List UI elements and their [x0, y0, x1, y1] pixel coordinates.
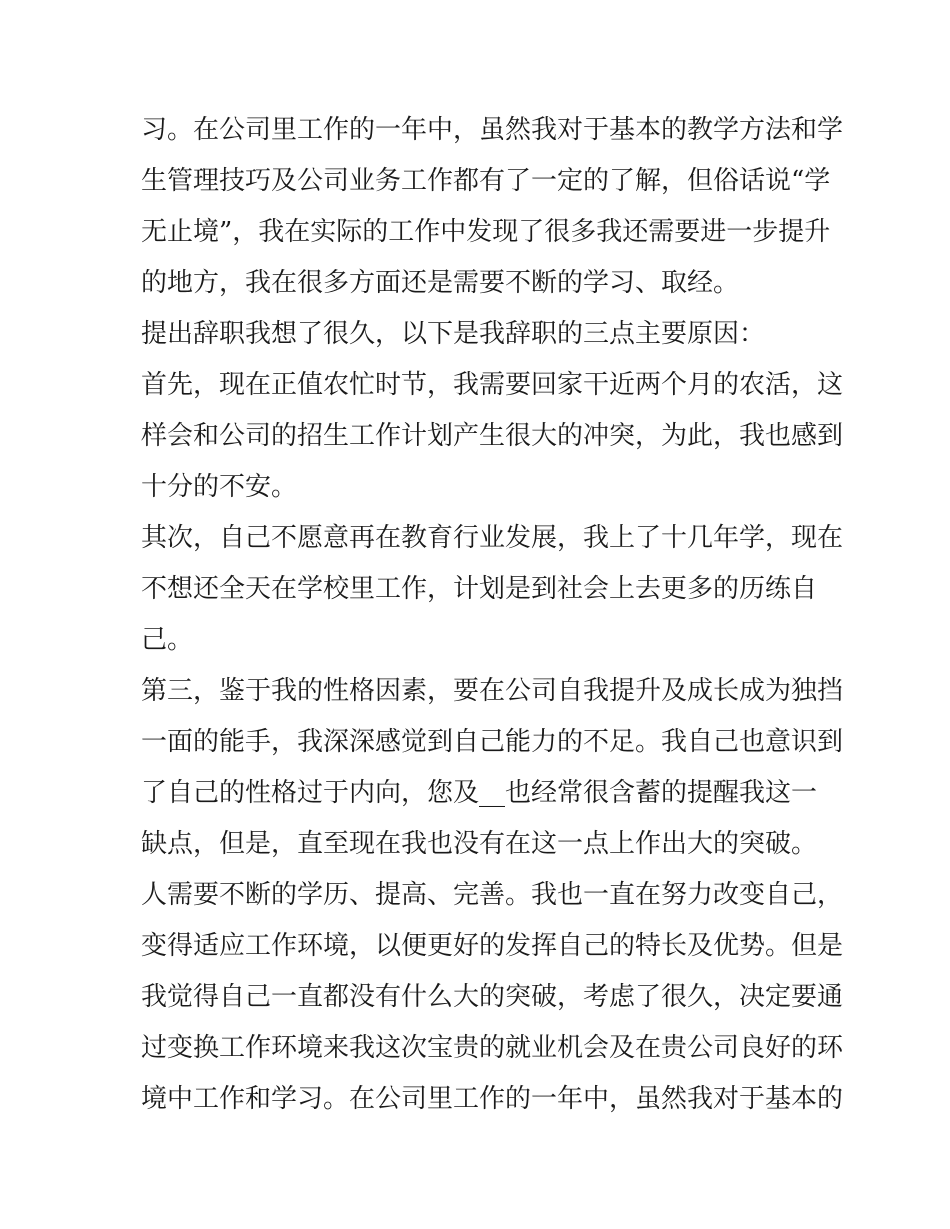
text-line: 无止境”，我在实际的工作中发现了很多我还需要进一步提升 — [141, 217, 831, 247]
text-line: 的地方，我在很多方面还是需要不断的学习、取经。 — [141, 268, 740, 298]
text-line: 我觉得自己一直都没有什么大的突破，考虑了很久，决定要通 — [141, 982, 844, 1012]
text-line: 己。 — [141, 625, 194, 655]
text-line: 不想还全天在学校里工作，计划是到社会上去更多的历练自 — [141, 574, 818, 604]
text-line: 变得适应工作环境，以便更好的发挥自己的特长及优势。但是 — [141, 931, 844, 961]
text-line: 习。在公司里工作的一年中，虽然我对于基本的教学方法和学 — [141, 115, 844, 145]
text-line: 样会和公司的招生工作计划产生很大的冲突，为此，我也感到 — [141, 421, 844, 451]
text-line: 生管理技巧及公司业务工作都有了一定的了解，但俗话说“学 — [141, 166, 831, 196]
text-line: 了自己的性格过于内向，您及__也经常很含蓄的提醒我这一 — [141, 778, 818, 808]
text-line: 缺点，但是，直至现在我也没有在这一点上作出大的突破。 — [141, 829, 818, 859]
body-text — [141, 105, 844, 1125]
text-line: 人需要不断的学历、提高、完善。我也一直在努力改变自己， — [141, 880, 844, 910]
text-line: 过变换工作环境来我这次宝贵的就业机会及在贵公司良好的环 — [141, 1033, 844, 1063]
text-line: 一面的能手，我深深感觉到自己能力的不足。我自己也意识到 — [141, 727, 844, 757]
text-line: 提出辞职我想了很久，以下是我辞职的三点主要原因： — [141, 319, 766, 349]
text-line: 首先，现在正值农忙时节，我需要回家干近两个月的农活，这 — [141, 370, 844, 400]
text-line: 十分的不安。 — [141, 472, 298, 502]
text-line: 境中工作和学习。在公司里工作的一年中，虽然我对于基本的 — [141, 1084, 844, 1114]
text-line: 其次，自己不愿意再在教育行业发展，我上了十几年学，现在 — [141, 523, 844, 553]
text-line: 第三，鉴于我的性格因素，要在公司自我提升及成长成为独挡 — [141, 676, 844, 706]
